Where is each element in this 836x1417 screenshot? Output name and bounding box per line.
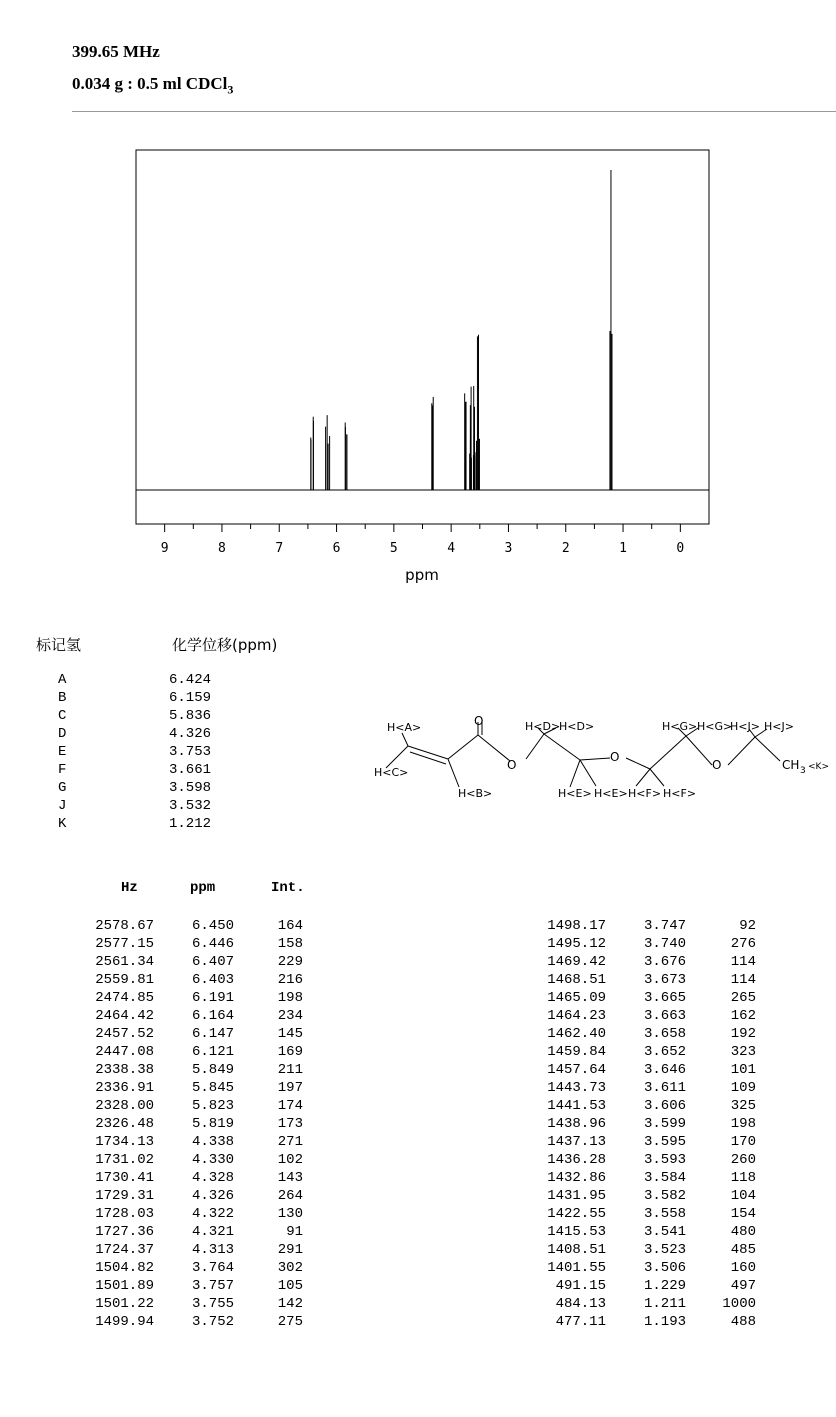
atom-label: H<J> bbox=[730, 720, 760, 733]
x-tick-label: 7 bbox=[275, 541, 284, 556]
assignment-shift: 3.661 bbox=[169, 762, 212, 778]
peak-int: 264 bbox=[277, 1188, 303, 1204]
peak-hz: 1728.03 bbox=[95, 1206, 154, 1222]
assignment-label: C bbox=[58, 708, 67, 724]
peak-hz: 2326.48 bbox=[95, 1116, 154, 1132]
peak-ppm: 3.673 bbox=[643, 972, 686, 988]
peak-ppm: 3.595 bbox=[643, 1134, 686, 1150]
peaks-group bbox=[311, 170, 612, 490]
assignment-shift: 3.598 bbox=[169, 780, 212, 796]
peak-int: 229 bbox=[277, 954, 303, 970]
peak-hz: 1441.53 bbox=[547, 1098, 606, 1114]
peak-hz: 1501.22 bbox=[95, 1296, 154, 1312]
peak-int: 130 bbox=[277, 1206, 303, 1222]
atom-label: H<J> bbox=[764, 720, 794, 733]
peak-hz: 1422.55 bbox=[547, 1206, 606, 1222]
peak-hz: 1498.17 bbox=[547, 918, 606, 934]
peak-table-row bbox=[0, 1062, 836, 1080]
peak-hz: 2464.42 bbox=[95, 1008, 154, 1024]
peak-ppm: 3.611 bbox=[643, 1080, 686, 1096]
peak-int: 275 bbox=[277, 1314, 303, 1330]
peak-ppm: 4.328 bbox=[191, 1170, 234, 1186]
x-tick-label: 9 bbox=[160, 541, 169, 556]
peak-table-header-hz: Hz bbox=[121, 880, 138, 896]
peak-ppm: 3.740 bbox=[643, 936, 686, 952]
peak-ppm: 4.313 bbox=[191, 1242, 234, 1258]
peak-int: 198 bbox=[730, 1116, 756, 1132]
peak-table-row bbox=[0, 1008, 836, 1026]
peak-ppm: 6.147 bbox=[191, 1026, 234, 1042]
atom-label: H<E> bbox=[594, 787, 628, 800]
peak-hz: 2559.81 bbox=[95, 972, 154, 988]
peak-int: 92 bbox=[739, 918, 756, 934]
peak-int: 291 bbox=[277, 1242, 303, 1258]
peak-int: 102 bbox=[277, 1152, 303, 1168]
peak-hz: 1731.02 bbox=[95, 1152, 154, 1168]
x-tick-label: 5 bbox=[389, 541, 398, 556]
peak-int: 323 bbox=[730, 1044, 756, 1060]
peak-ppm: 3.541 bbox=[643, 1224, 686, 1240]
assignment-shift: 3.753 bbox=[169, 744, 212, 760]
peak-table-row bbox=[0, 1170, 836, 1188]
peak-int: 160 bbox=[730, 1260, 756, 1276]
atom-label: H<B> bbox=[458, 787, 493, 800]
peak-ppm: 3.582 bbox=[643, 1188, 686, 1204]
peak-int: 173 bbox=[277, 1116, 303, 1132]
peak-hz: 1468.51 bbox=[547, 972, 606, 988]
peak-hz: 1730.41 bbox=[95, 1170, 154, 1186]
peak-table-row bbox=[0, 1296, 836, 1314]
peak-hz: 2561.34 bbox=[95, 954, 154, 970]
peak-table-header-int: Int. bbox=[271, 880, 305, 896]
peak-ppm: 5.845 bbox=[191, 1080, 234, 1096]
x-axis bbox=[161, 524, 685, 556]
peak-hz: 484.13 bbox=[555, 1296, 606, 1312]
atom-label: H<E> bbox=[558, 787, 592, 800]
peak-ppm: 1.193 bbox=[643, 1314, 686, 1330]
peak-hz: 1432.86 bbox=[547, 1170, 606, 1186]
peak-int: 91 bbox=[286, 1224, 303, 1240]
peak-hz: 1457.64 bbox=[547, 1062, 606, 1078]
peak-ppm: 3.757 bbox=[191, 1278, 234, 1294]
peak-ppm: 3.599 bbox=[643, 1116, 686, 1132]
peak-hz: 2474.85 bbox=[95, 990, 154, 1006]
peak-ppm: 3.584 bbox=[643, 1170, 686, 1186]
sample-concentration bbox=[72, 74, 233, 97]
atom-label: <K> bbox=[808, 762, 829, 772]
spectrometer-frequency: 399.65 MHz bbox=[72, 42, 160, 61]
peak-table-row bbox=[0, 1188, 836, 1206]
x-axis-label: ppm bbox=[405, 566, 439, 584]
assignment-label: D bbox=[58, 726, 67, 742]
peak-ppm: 4.326 bbox=[191, 1188, 234, 1204]
peak-table-row bbox=[0, 936, 836, 954]
peak-table-row bbox=[0, 1260, 836, 1278]
peak-table-row bbox=[0, 1242, 836, 1260]
peak-ppm: 3.593 bbox=[643, 1152, 686, 1168]
peak-hz: 1495.12 bbox=[547, 936, 606, 952]
peak-hz: 1415.53 bbox=[547, 1224, 606, 1240]
peak-ppm: 6.403 bbox=[191, 972, 234, 988]
peak-ppm: 3.558 bbox=[643, 1206, 686, 1222]
peak-hz: 1459.84 bbox=[547, 1044, 606, 1060]
assignment-label: K bbox=[58, 816, 67, 832]
peak-table-row bbox=[0, 1026, 836, 1044]
peak-hz: 2336.91 bbox=[95, 1080, 154, 1096]
peak-int: 488 bbox=[730, 1314, 756, 1330]
peak-hz: 1469.42 bbox=[547, 954, 606, 970]
peak-hz: 1734.13 bbox=[95, 1134, 154, 1150]
assignment-label: F bbox=[58, 762, 67, 778]
peak-int: 211 bbox=[277, 1062, 303, 1078]
molecule-structure bbox=[360, 710, 836, 810]
peak-hz: 2577.15 bbox=[95, 936, 154, 952]
assignment-label: G bbox=[58, 780, 67, 796]
peak-ppm: 5.823 bbox=[191, 1098, 234, 1114]
peak-int: 162 bbox=[730, 1008, 756, 1024]
plot-frame bbox=[136, 150, 709, 524]
peak-ppm: 6.446 bbox=[191, 936, 234, 952]
peak-hz: 1462.40 bbox=[547, 1026, 606, 1042]
assignment-header-label: 标记氢 bbox=[36, 636, 82, 654]
assignment-shift: 6.424 bbox=[169, 672, 212, 688]
peak-int: 105 bbox=[277, 1278, 303, 1294]
peak-table-row bbox=[0, 1224, 836, 1242]
peak-ppm: 3.506 bbox=[643, 1260, 686, 1276]
peak-hz: 2457.52 bbox=[95, 1026, 154, 1042]
atom-label: O bbox=[610, 750, 620, 764]
peak-ppm: 3.652 bbox=[643, 1044, 686, 1060]
x-tick-label: 1 bbox=[619, 541, 627, 556]
atom-label: 3 bbox=[800, 766, 806, 776]
peak-ppm: 3.676 bbox=[643, 954, 686, 970]
peak-ppm: 3.658 bbox=[643, 1026, 686, 1042]
peak-int: 234 bbox=[277, 1008, 303, 1024]
atom-label: H<D> bbox=[525, 720, 561, 733]
peak-hz: 2328.00 bbox=[95, 1098, 154, 1114]
assignment-label: B bbox=[58, 690, 67, 706]
sample-subscript: 3 bbox=[227, 82, 234, 97]
peak-int: 485 bbox=[730, 1242, 756, 1258]
peak-int: 104 bbox=[730, 1188, 756, 1204]
atom-label: H<F> bbox=[628, 787, 662, 800]
peak-table-row bbox=[0, 972, 836, 990]
peak-int: 276 bbox=[730, 936, 756, 952]
atom-label: H<G> bbox=[662, 720, 698, 733]
peak-int: 216 bbox=[277, 972, 303, 988]
peak-int: 192 bbox=[730, 1026, 756, 1042]
x-tick-label: 6 bbox=[332, 541, 341, 556]
peak-int: 164 bbox=[277, 918, 303, 934]
peak-ppm: 3.752 bbox=[191, 1314, 234, 1330]
peak-hz: 1443.73 bbox=[547, 1080, 606, 1096]
peak-ppm: 3.747 bbox=[643, 918, 686, 934]
peak-int: 101 bbox=[730, 1062, 756, 1078]
atom-label: O bbox=[712, 758, 722, 772]
peak-table-row bbox=[0, 1206, 836, 1224]
peak-int: 260 bbox=[730, 1152, 756, 1168]
peak-int: 1000 bbox=[722, 1296, 756, 1312]
peak-ppm: 3.764 bbox=[191, 1260, 234, 1276]
peak-table-row bbox=[0, 1134, 836, 1152]
peak-table-header-ppm: ppm bbox=[190, 880, 216, 896]
nmr-spectrum-chart bbox=[0, 140, 836, 590]
peak-hz: 477.11 bbox=[555, 1314, 606, 1330]
peak-int: 142 bbox=[277, 1296, 303, 1312]
peak-int: 158 bbox=[277, 936, 303, 952]
atom-label: O bbox=[507, 758, 517, 772]
peak-table-row bbox=[0, 918, 836, 936]
x-tick-label: 3 bbox=[504, 541, 513, 556]
atom-label: H<C> bbox=[374, 766, 409, 779]
peak-hz: 491.15 bbox=[555, 1278, 606, 1294]
peak-int: 480 bbox=[730, 1224, 756, 1240]
peak-ppm: 6.191 bbox=[191, 990, 234, 1006]
assignment-shift: 5.836 bbox=[169, 708, 212, 724]
header-divider bbox=[72, 111, 836, 112]
peak-int: 118 bbox=[730, 1170, 756, 1186]
atom-label: H<A> bbox=[387, 721, 422, 734]
peak-int: 302 bbox=[277, 1260, 303, 1276]
assignment-label: A bbox=[58, 672, 67, 688]
peak-int: 154 bbox=[730, 1206, 756, 1222]
atom-label: H<D> bbox=[559, 720, 595, 733]
peak-ppm: 3.646 bbox=[643, 1062, 686, 1078]
peak-ppm: 3.663 bbox=[643, 1008, 686, 1024]
peak-ppm: 6.121 bbox=[191, 1044, 234, 1060]
assignment-header-shift: 化学位移(ppm) bbox=[172, 636, 278, 654]
peak-hz: 1724.37 bbox=[95, 1242, 154, 1258]
peak-ppm: 1.229 bbox=[643, 1278, 686, 1294]
peak-hz: 1727.36 bbox=[95, 1224, 154, 1240]
peak-hz: 1729.31 bbox=[95, 1188, 154, 1204]
peak-table-row bbox=[0, 1080, 836, 1098]
peak-int: 145 bbox=[277, 1026, 303, 1042]
peak-table-row bbox=[0, 1098, 836, 1116]
x-tick-label: 4 bbox=[447, 541, 456, 556]
peak-hz: 1499.94 bbox=[95, 1314, 154, 1330]
peak-hz: 1431.95 bbox=[547, 1188, 606, 1204]
assignment-label: E bbox=[58, 744, 67, 760]
peak-ppm: 3.755 bbox=[191, 1296, 234, 1312]
peak-ppm: 4.330 bbox=[191, 1152, 234, 1168]
peak-ppm: 4.322 bbox=[191, 1206, 234, 1222]
peak-int: 143 bbox=[277, 1170, 303, 1186]
peak-hz: 1437.13 bbox=[547, 1134, 606, 1150]
peak-ppm: 1.211 bbox=[643, 1296, 686, 1312]
peak-int: 170 bbox=[730, 1134, 756, 1150]
peak-hz: 2447.08 bbox=[95, 1044, 154, 1060]
peak-ppm: 6.450 bbox=[191, 918, 234, 934]
peak-int: 265 bbox=[730, 990, 756, 1006]
peak-ppm: 4.321 bbox=[191, 1224, 234, 1240]
peak-int: 325 bbox=[730, 1098, 756, 1114]
peak-ppm: 5.849 bbox=[191, 1062, 234, 1078]
peak-hz: 1401.55 bbox=[547, 1260, 606, 1276]
peak-ppm: 3.665 bbox=[643, 990, 686, 1006]
atom-label: H<G> bbox=[697, 720, 733, 733]
peak-ppm: 5.819 bbox=[191, 1116, 234, 1132]
peak-ppm: 4.338 bbox=[191, 1134, 234, 1150]
peak-table-row bbox=[0, 954, 836, 972]
peak-int: 497 bbox=[730, 1278, 756, 1294]
peak-int: 114 bbox=[730, 954, 756, 970]
peak-int: 109 bbox=[730, 1080, 756, 1096]
peak-int: 174 bbox=[277, 1098, 303, 1114]
peak-table-row bbox=[0, 1314, 836, 1332]
assignment-shift: 6.159 bbox=[169, 690, 212, 706]
sample-prefix: 0.034 g : 0.5 ml CDCl bbox=[72, 74, 228, 93]
peak-table-row bbox=[0, 1116, 836, 1134]
peak-hz: 2338.38 bbox=[95, 1062, 154, 1078]
x-tick-label: 8 bbox=[218, 541, 226, 556]
peak-ppm: 6.164 bbox=[191, 1008, 234, 1024]
peak-table-row bbox=[0, 990, 836, 1008]
peak-hz: 1436.28 bbox=[547, 1152, 606, 1168]
peak-hz: 1464.23 bbox=[547, 1008, 606, 1024]
peak-hz: 1408.51 bbox=[547, 1242, 606, 1258]
peak-int: 197 bbox=[277, 1080, 303, 1096]
peak-hz: 2578.67 bbox=[95, 918, 154, 934]
assignment-shift: 3.532 bbox=[169, 798, 212, 814]
atom-label: H<F> bbox=[663, 787, 697, 800]
peak-hz: 1501.89 bbox=[95, 1278, 154, 1294]
peak-table-row bbox=[0, 1278, 836, 1296]
atom-label: CH bbox=[782, 758, 800, 772]
peak-table-row bbox=[0, 1152, 836, 1170]
peak-hz: 1504.82 bbox=[95, 1260, 154, 1276]
peak-int: 169 bbox=[277, 1044, 303, 1060]
peak-ppm: 3.523 bbox=[643, 1242, 686, 1258]
assignment-label: J bbox=[58, 798, 67, 814]
peak-ppm: 3.606 bbox=[643, 1098, 686, 1114]
assignment-shift: 4.326 bbox=[169, 726, 212, 742]
peak-int: 198 bbox=[277, 990, 303, 1006]
peak-int: 114 bbox=[730, 972, 756, 988]
peak-ppm: 6.407 bbox=[191, 954, 234, 970]
peak-hz: 1438.96 bbox=[547, 1116, 606, 1132]
x-tick-label: 2 bbox=[561, 541, 570, 556]
peak-hz: 1465.09 bbox=[547, 990, 606, 1006]
assignment-shift: 1.212 bbox=[169, 816, 212, 832]
x-tick-label: 0 bbox=[676, 541, 685, 556]
peak-table-row bbox=[0, 1044, 836, 1062]
peak-int: 271 bbox=[277, 1134, 303, 1150]
atom-label: O bbox=[474, 714, 484, 728]
